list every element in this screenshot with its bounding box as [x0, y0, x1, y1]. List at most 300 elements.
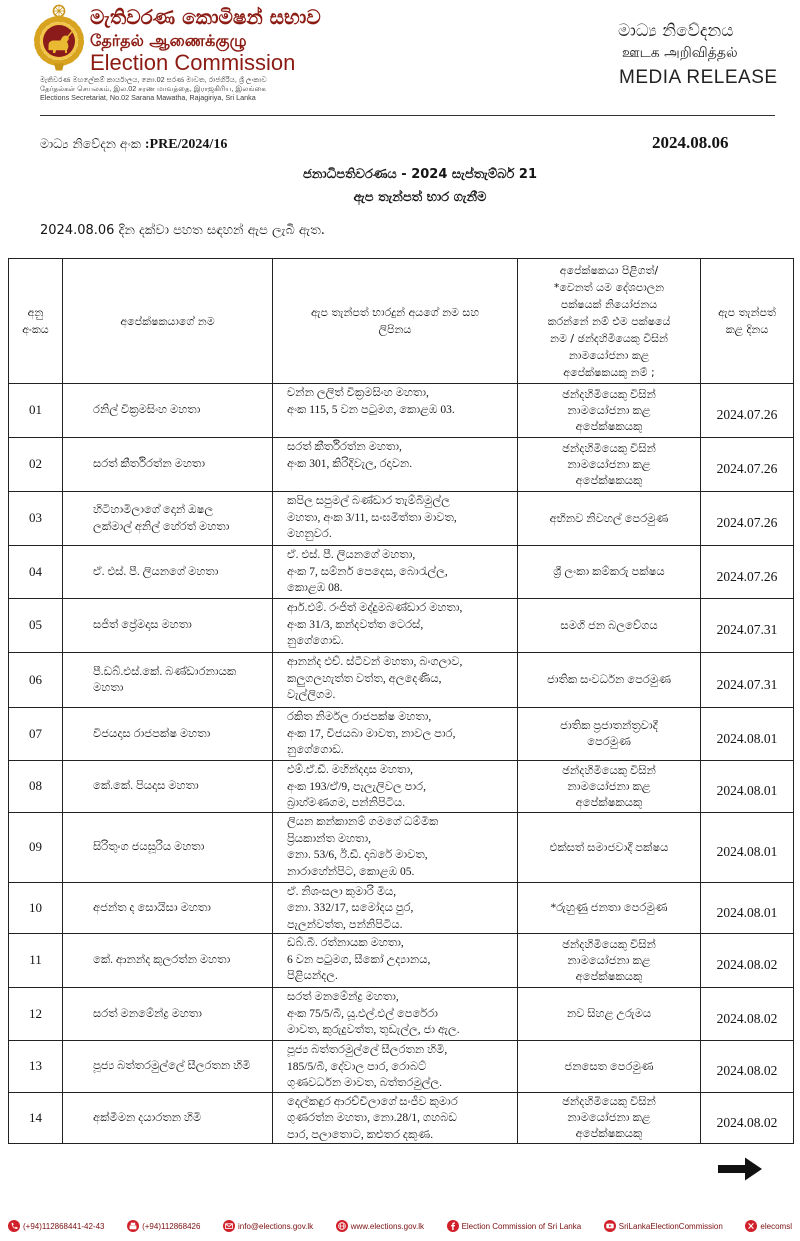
cell-party — [518, 934, 701, 988]
header-depositor-cell-line: ඇප තැන්පත් භාරදුන් අයගේ නම සහ — [311, 306, 479, 319]
depositor-name-address-line: ඒ. නිශංසලා කුමාරි මිය, — [287, 886, 397, 898]
depositor-name-address-line: අංක 115, 5 වන පටුමග, කොළඹ 03. — [287, 403, 455, 416]
party-or-nomination — [518, 546, 700, 598]
header-date-cell-line: ඇප තැන්පත් — [718, 306, 776, 319]
candidate-name — [63, 988, 272, 1040]
cell-party — [518, 546, 701, 599]
depositor-name-address-line: පිළියන්දල. — [287, 970, 338, 982]
party-or-nomination-line: ජාතික සංවර්ධන පෙරමුණ — [546, 674, 671, 686]
cell-date — [701, 934, 794, 988]
party-or-nomination — [518, 653, 700, 707]
release-reference — [40, 136, 227, 153]
cell-number — [9, 934, 63, 988]
cell-party — [518, 761, 701, 813]
deposit-date — [701, 988, 793, 1040]
depositor-name-address-line: නො. 332/17, සමෝදය පුර, — [287, 902, 414, 915]
header-party-cell-line: කරන්නේ නම් එම පක්ෂයේ — [547, 314, 671, 328]
header-party-cell — [518, 259, 700, 383]
header-party-cell-line: නාමයෝජනා කළ — [568, 348, 650, 362]
deposit-date — [701, 934, 793, 987]
address-english: Elections Secretariat, No.02 Sarana Mawatha, Rajagiriya, Sri Lanka — [40, 93, 256, 102]
depositor-name-address-line: නුගේගොඩ. — [287, 744, 344, 756]
serial-number — [9, 1093, 62, 1143]
depositor-name-address-line: ගුණරත්න මහතා, නො.28/1, ගහබඩ — [287, 1112, 457, 1125]
depositor-name-address — [273, 492, 517, 545]
intro-text: 2024.08.06 දින දක්වා පහත සඳහන් ඇප ලැබී ඇත. — [40, 223, 325, 238]
party-or-nomination-line: ජනසෙත පෙරමුණ — [564, 1060, 654, 1073]
party-or-nomination-line: නාමයෝජනා කළ — [567, 780, 651, 793]
depositor-name-address-line: දෙල්කඳුර ආරච්චිලාගේ සංජීව කුමාර — [287, 1096, 458, 1108]
cell-number — [9, 988, 63, 1041]
deposit-date — [701, 438, 793, 491]
party-or-nomination — [518, 1093, 700, 1143]
cell-party — [518, 1041, 701, 1093]
candidate-name — [63, 813, 272, 882]
footer-text: Election Commission of Sri Lanka — [461, 1221, 582, 1231]
footer-item — [604, 1220, 723, 1232]
cell-candidate — [63, 1093, 273, 1144]
cell-date — [701, 599, 794, 653]
deposit-date-text: 2024.08.01 — [716, 904, 778, 920]
party-or-nomination — [518, 599, 700, 652]
cell-number — [9, 492, 63, 546]
depositor-name-address-line: ආර්.එම්. රංජිත් මද්දුමබණ්ඩාර මහතා, — [287, 602, 463, 614]
reference-code: :PRE/2024/16 — [144, 137, 228, 152]
table-row — [9, 546, 794, 599]
cell-party — [518, 988, 701, 1041]
table-row — [9, 883, 794, 934]
depositor-name-address-line: මහතා, අංක 3/11, සංඝමිත්තා මාවත, — [287, 511, 457, 524]
table-row — [9, 988, 794, 1041]
web-icon — [336, 1220, 348, 1232]
candidate-name-line: පූජ්‍ය බත්තරමුල්ලේ සීලරතන හිමි — [93, 1060, 251, 1073]
serial-number — [9, 934, 62, 987]
candidate-name — [63, 761, 272, 812]
header-party — [518, 259, 701, 384]
party-or-nomination — [518, 438, 700, 491]
document-title: ජනාධිපතිවරණය - 2024 සැප්තැම්බර් 21 — [303, 167, 537, 182]
serial-number-text: 05 — [29, 617, 42, 633]
table-row — [9, 438, 794, 492]
cell-candidate — [63, 761, 273, 813]
depositor-name-address-line: මාවත, කුරුදුවත්ත, තුඩැල්ල, ජා ඇල. — [287, 1024, 460, 1036]
candidate-name-line: විජයදාස රාජපක්ෂ මහතා — [93, 727, 211, 740]
table-header-row — [9, 259, 794, 384]
cell-candidate — [63, 813, 273, 883]
deposit-date-text: 2024.08.02 — [716, 957, 778, 973]
table-row — [9, 934, 794, 988]
table-row — [9, 708, 794, 761]
serial-number-text: 06 — [29, 671, 42, 687]
header-candidate-cell — [63, 259, 272, 383]
candidate-name — [63, 384, 272, 437]
table-row — [9, 813, 794, 883]
depositor-name-address-line: පූජ්‍ය බත්තරමුල්ලේ සීලරතන හිමි, — [287, 1044, 448, 1056]
cell-party — [518, 883, 701, 934]
cell-candidate — [63, 492, 273, 546]
cell-candidate — [63, 438, 273, 492]
serial-number — [9, 384, 62, 437]
depositor-name-address — [273, 653, 517, 707]
cell-number — [9, 1041, 63, 1093]
serial-number — [9, 761, 62, 812]
cell-candidate — [63, 384, 273, 438]
cell-party — [518, 813, 701, 883]
footer-item — [127, 1220, 200, 1232]
footer-text: elecomsl — [760, 1221, 792, 1231]
depositor-name-address-line: ඩබ්.බී. රත්නායක මහතා, — [287, 937, 404, 949]
depositor-name-address — [273, 546, 517, 598]
candidate-name-line: කේ. ආනන්ද කුලරත්න මහතා — [93, 954, 231, 967]
party-or-nomination — [518, 1041, 700, 1092]
depositor-name-address-line: පැලන්වත්ත, පන්නිපිටිය. — [287, 918, 403, 931]
cell-number — [9, 384, 63, 438]
party-or-nomination-line: නාමයෝජනා කළ — [567, 458, 651, 471]
facebook-icon — [447, 1220, 459, 1232]
cell-number — [9, 813, 63, 883]
serial-number — [9, 708, 62, 760]
cell-date — [701, 761, 794, 813]
serial-number — [9, 653, 62, 707]
header-date-cell-line: කළ දිනය — [725, 323, 769, 336]
serial-number-text: 13 — [29, 1058, 42, 1074]
cell-date — [701, 1041, 794, 1093]
footer-item — [745, 1220, 792, 1232]
serial-number-text: 10 — [29, 899, 42, 915]
cell-date — [701, 883, 794, 934]
serial-number — [9, 813, 62, 882]
party-or-nomination — [518, 384, 700, 437]
address-tamil: தேர்தல்கள் செயலகம், இல.02 சரண மாவத்தை, இராஜகிரிய, இலங்கை — [40, 84, 267, 93]
reference-label: මාධ්‍ය නිවේදන අංක — [40, 136, 145, 151]
serial-number — [9, 883, 62, 933]
cell-date — [701, 1093, 794, 1144]
cell-depositor — [273, 438, 518, 492]
party-or-nomination-line: අපේක්ෂකයකු — [575, 796, 643, 809]
org-name-sinhala: මැතිවරණ කොමිෂන් සභාව — [90, 5, 321, 29]
depositor-name-address — [273, 1093, 517, 1143]
cell-number — [9, 546, 63, 599]
depositor-name-address-line: ලියන කන්කානම් ගමගේ ධම්මික — [287, 816, 439, 828]
candidate-name — [63, 1041, 272, 1092]
cell-depositor — [273, 492, 518, 546]
cell-depositor — [273, 546, 518, 599]
table-row — [9, 599, 794, 653]
table-row — [9, 1041, 794, 1093]
party-or-nomination — [518, 988, 700, 1040]
candidate-name — [63, 599, 272, 652]
deposit-date-text: 2024.08.01 — [716, 844, 778, 860]
candidate-name-line: පී.ඩබ්.එස්.කේ. බණ්ඩාරනායක — [93, 665, 237, 678]
depositor-name-address-line: වැල්ලිගම. — [287, 689, 336, 701]
depositor-name-address-line: අංක 75/5/බී, යූ.එල්.එල් පෙරේරා — [287, 1007, 438, 1020]
cell-number — [9, 653, 63, 708]
depositor-name-address-line: නාරාහේන්පිට, කොළඹ 05. — [287, 865, 415, 878]
cell-candidate — [63, 883, 273, 934]
depositor-name-address — [273, 761, 517, 812]
candidate-name-line: හිටිහාමිලාගේ දොන් ඔෂල — [93, 504, 214, 516]
depositor-name-address-line: කලුගලහැත්ත වත්ත, අලදෙණිය, — [287, 672, 442, 685]
serial-number — [9, 438, 62, 491]
cell-party — [518, 653, 701, 708]
party-or-nomination — [518, 883, 700, 933]
footer-text: www.elections.gov.lk — [350, 1221, 424, 1231]
header-party-cell-line: පක්ෂයක් නියෝජනය — [560, 297, 658, 311]
party-or-nomination-line: එක්සත් සමාජවාදී පක්ෂය — [549, 841, 669, 854]
party-or-nomination-line: සමගි ජන බලවේගය — [560, 619, 658, 632]
cell-date — [701, 708, 794, 761]
party-or-nomination-line: අභිනව නිවහල් පෙරමුණ — [549, 512, 669, 525]
party-or-nomination-line: අපේක්ෂකයකු — [575, 420, 643, 433]
phone-icon — [8, 1220, 20, 1232]
deposit-date-text: 2024.07.26 — [716, 568, 778, 584]
candidate-name — [63, 438, 272, 491]
deposit-date-text: 2024.07.26 — [716, 461, 778, 477]
cell-date — [701, 653, 794, 708]
footer-item — [8, 1220, 104, 1232]
cell-party — [518, 384, 701, 438]
cell-depositor — [273, 1041, 518, 1093]
cell-candidate — [63, 653, 273, 708]
footer-text: SriLankaElectionCommission — [618, 1221, 723, 1231]
depositor-name-address-line: සරත් කීර්තිරත්න මහතා, — [287, 441, 402, 453]
party-or-nomination-line: ඡන්දහිමියෙකු විසින් — [562, 442, 656, 455]
party-or-nomination — [518, 934, 700, 987]
party-or-nomination-line: අපේක්ෂකයකු — [575, 474, 643, 487]
cell-depositor — [273, 708, 518, 761]
cell-party — [518, 438, 701, 492]
deposits-table — [8, 258, 794, 1144]
party-or-nomination-line: ශ්‍රී ලංකා කම්කරු පක්ෂය — [553, 566, 665, 578]
address-sinhala: මැතිවරණ මහලේකම් කාර්යාලය, නො.02 සරණ මාවත, රාජගිරිය, ශ්‍රී ලංකාව — [40, 75, 267, 84]
candidate-name — [63, 708, 272, 760]
depositor-name-address-line: 185/5/බී, දේවාල පාර, රොබට් — [287, 1060, 427, 1073]
depositor-name-address-line: ගුණවර්ධන මාවත, බත්තරමුල්ල. — [287, 1077, 443, 1089]
depositor-name-address — [273, 384, 517, 437]
depositor-name-address — [273, 438, 517, 491]
org-name-tamil: தேர்தல் ஆணைக்குழு — [90, 31, 247, 50]
party-or-nomination — [518, 813, 700, 882]
table-row — [9, 653, 794, 708]
deposit-date — [701, 384, 793, 437]
depositor-name-address-line: චන්න ලලිත් වික්‍රමසිංහ මහතා, — [287, 387, 429, 399]
org-name-english: Election Commission — [90, 50, 296, 75]
footer-text: (+94)112868426 — [142, 1221, 201, 1231]
cell-date — [701, 438, 794, 492]
deposit-date — [701, 492, 793, 545]
serial-number — [9, 1041, 62, 1092]
header-party-cell-line: අපේක්ෂකයකු නම් ; — [563, 365, 655, 379]
cell-number — [9, 1093, 63, 1144]
depositor-name-address — [273, 988, 517, 1040]
depositor-name-address-line: ඒ. එස්. පී. ලියනගේ මහතා, — [287, 549, 416, 561]
cell-depositor — [273, 988, 518, 1041]
deposit-date — [701, 708, 793, 760]
footer-text: info@elections.gov.lk — [238, 1221, 314, 1231]
deposit-date-text: 2024.07.31 — [716, 676, 778, 692]
sri-lanka-emblem-icon — [32, 4, 86, 72]
cell-date — [701, 384, 794, 438]
cell-depositor — [273, 883, 518, 934]
candidate-name — [63, 492, 272, 545]
party-or-nomination-line: ඡන්දහිමියෙකු විසින් — [562, 388, 656, 401]
header-date — [701, 259, 794, 384]
footer-item — [336, 1220, 424, 1232]
cell-depositor — [273, 653, 518, 708]
footer-contacts — [8, 1217, 792, 1235]
deposit-date-text: 2024.08.02 — [716, 1010, 778, 1026]
table-row — [9, 761, 794, 813]
twitter-icon — [745, 1220, 757, 1232]
candidate-name-line: අක්මීමන දයාරතන හිමි — [93, 1111, 202, 1124]
header-party-cell-line: අපේක්ෂකයා පිළිගත්/ — [559, 263, 659, 277]
depositor-name-address — [273, 934, 517, 987]
media-release-tamil: ஊடக அறிவித்தல் — [622, 45, 738, 61]
table-row — [9, 492, 794, 546]
deposit-date — [701, 761, 793, 812]
party-or-nomination-line: ඡන්දහිමියෙකු විසින් — [562, 938, 656, 951]
deposit-date — [701, 883, 793, 933]
cell-date — [701, 813, 794, 883]
candidate-name — [63, 653, 272, 707]
cell-party — [518, 492, 701, 546]
header-candidate-cell-line: අපේක්ෂකයාගේ නම — [120, 314, 215, 328]
candidate-name — [63, 1093, 272, 1143]
cell-candidate — [63, 546, 273, 599]
deposit-date — [701, 813, 793, 882]
serial-number — [9, 492, 62, 545]
footer-item — [223, 1220, 313, 1232]
header-no — [9, 259, 63, 384]
cell-number — [9, 761, 63, 813]
serial-number-text: 08 — [29, 778, 42, 794]
party-or-nomination-line: නාමයෝජනා කළ — [567, 1112, 651, 1124]
cell-candidate — [63, 988, 273, 1041]
deposit-date-text: 2024.07.31 — [716, 622, 778, 638]
cell-depositor — [273, 384, 518, 438]
candidate-name — [63, 546, 272, 598]
serial-number-text: 09 — [29, 839, 42, 855]
deposits-table-body — [9, 259, 794, 1144]
cell-depositor — [273, 1093, 518, 1144]
candidate-name-line: සරත් කීර්තිරත්න මහතා — [93, 458, 205, 471]
deposit-date — [701, 653, 793, 707]
party-or-nomination-line: ඡන්දහිමියෙකු විසින් — [562, 1096, 656, 1108]
party-or-nomination-line: *රුහුණු ජනතා පෙරමුණ — [550, 902, 668, 914]
party-or-nomination-line: පෙරමුණ — [587, 736, 631, 748]
party-or-nomination-line: නාමයෝජනා කළ — [567, 954, 651, 967]
candidate-name-line: කේ.කේ. පියදාස මහතා — [93, 780, 199, 793]
cell-date — [701, 492, 794, 546]
header-party-cell-line: නම / ඡන්දහිමියෙකු විසින් — [550, 331, 668, 345]
header-no-cell-line: අනු — [27, 306, 44, 319]
serial-number-text: 11 — [29, 952, 42, 968]
party-or-nomination — [518, 708, 700, 760]
candidate-name-line: ඒ. එස්. පී. ලියනගේ මහතා — [93, 565, 219, 578]
deposit-date-text: 2024.07.26 — [716, 515, 778, 531]
cell-number — [9, 708, 63, 761]
depositor-name-address-line: ආනන්ද එච්. ස්ටීවන් මහතා, බංගලාව, — [287, 656, 463, 668]
depositor-name-address-line: එම්.ඒ.ඩී. මහින්දදාස මහතා, — [287, 764, 413, 776]
deposit-date-text: 2024.08.01 — [716, 730, 778, 746]
party-or-nomination-line: නාමයෝජනා කළ — [567, 404, 651, 417]
party-or-nomination-line: ජාතික ප්‍රජාතන්ත්‍රවාදී — [560, 720, 658, 732]
cell-party — [518, 1093, 701, 1144]
youtube-icon — [604, 1220, 616, 1232]
party-or-nomination-line: ඡන්දහිමියෙකු විසින් — [562, 764, 656, 777]
fax-icon — [127, 1220, 139, 1232]
header-depositor-cell — [273, 259, 517, 383]
candidate-name-line: සරත් මනමේන්ද්‍ර මහතා — [93, 1007, 202, 1020]
candidate-name-line: සජිත් ප්‍රේමදාස මහතා — [93, 619, 192, 632]
table-row — [9, 1093, 794, 1144]
cell-party — [518, 599, 701, 653]
table-row — [9, 384, 794, 438]
serial-number-text: 07 — [29, 725, 42, 741]
depositor-name-address-line: කොළඹ 08. — [287, 582, 343, 594]
serial-number-text: 02 — [29, 456, 42, 472]
footer-item — [447, 1220, 582, 1232]
deposit-date-text: 2024.08.02 — [716, 1063, 778, 1079]
serial-number — [9, 988, 62, 1040]
deposit-date — [701, 1093, 793, 1143]
header-depositor-cell-line: ලිපිනය — [378, 323, 412, 336]
depositor-name-address — [273, 813, 517, 882]
cell-depositor — [273, 813, 518, 883]
party-or-nomination-line: නව සිහළ උරුමය — [566, 1008, 652, 1020]
cell-candidate — [63, 599, 273, 653]
media-release-sinhala: මාධ්‍ය නිවේදනය — [618, 21, 734, 41]
depositor-name-address-line: නො. 53/6, ඊ.ඩී. දාබරේ මාවත, — [287, 849, 428, 861]
candidate-name-line: අජන්ත ද සොයිසා මහතා — [93, 901, 211, 914]
candidate-name-line: ලක්මාල් අනිල් හේරත් මහතා — [93, 520, 230, 533]
cell-candidate — [63, 708, 273, 761]
depositor-name-address-line: කපිල සපුමල් බණ්ඩාර තැම්බිමුල්ල — [287, 495, 450, 507]
serial-number-text: 14 — [29, 1109, 42, 1125]
cell-date — [701, 988, 794, 1041]
cell-number — [9, 883, 63, 934]
deposit-date — [701, 546, 793, 598]
depositor-name-address-line: අංක 17, විජයබා මාවත, නාවල පාර, — [287, 727, 456, 740]
depositor-name-address — [273, 883, 517, 933]
header-no-cell-line: අංකය — [22, 323, 49, 336]
party-or-nomination — [518, 492, 700, 545]
candidate-name — [63, 934, 272, 987]
depositor-name-address-line: අංක 193/ඒ/9, පැලැලිවල පාර, — [287, 780, 426, 793]
candidate-name-line: රනිල් වික්‍රමසිංහ මහතා — [93, 404, 201, 417]
deposit-date — [701, 599, 793, 652]
media-release-english: MEDIA RELEASE — [619, 67, 778, 88]
depositor-name-address-line: අංක 301, කිරිදිවැල, රදාවන. — [287, 457, 413, 470]
release-date: 2024.08.06 — [652, 133, 729, 152]
depositor-name-address-line: පාර, පලාතොට, කළුතර දකුණ. — [287, 1128, 434, 1141]
serial-number-text: 04 — [29, 563, 42, 579]
depositor-name-address-line: බ්‍රාහ්මණගම, පන්නිපිටිය. — [287, 797, 406, 809]
serial-number-text: 12 — [29, 1005, 42, 1021]
depositor-name-address-line: සරත් මනමේන්ද්‍ර මහතා, — [287, 991, 399, 1003]
document-subtitle: ඇප තැන්පත් භාර ගැනීම — [353, 190, 487, 205]
candidate-name-line: මහතා — [93, 682, 124, 694]
deposit-date-text: 2024.08.02 — [716, 1114, 778, 1130]
cell-candidate — [63, 1041, 273, 1093]
depositor-name-address — [273, 1041, 517, 1092]
serial-number — [9, 546, 62, 598]
candidate-name — [63, 883, 272, 933]
deposit-date — [701, 1041, 793, 1092]
depositor-name-address-line: ප්‍රියකාන්ත මහතා, — [287, 832, 372, 845]
depositor-name-address-line: අංක 31/3, කන්දවත්ත ටෙරස්, — [287, 618, 424, 631]
depositor-name-address-line: නුගේගොඩ. — [287, 635, 344, 647]
